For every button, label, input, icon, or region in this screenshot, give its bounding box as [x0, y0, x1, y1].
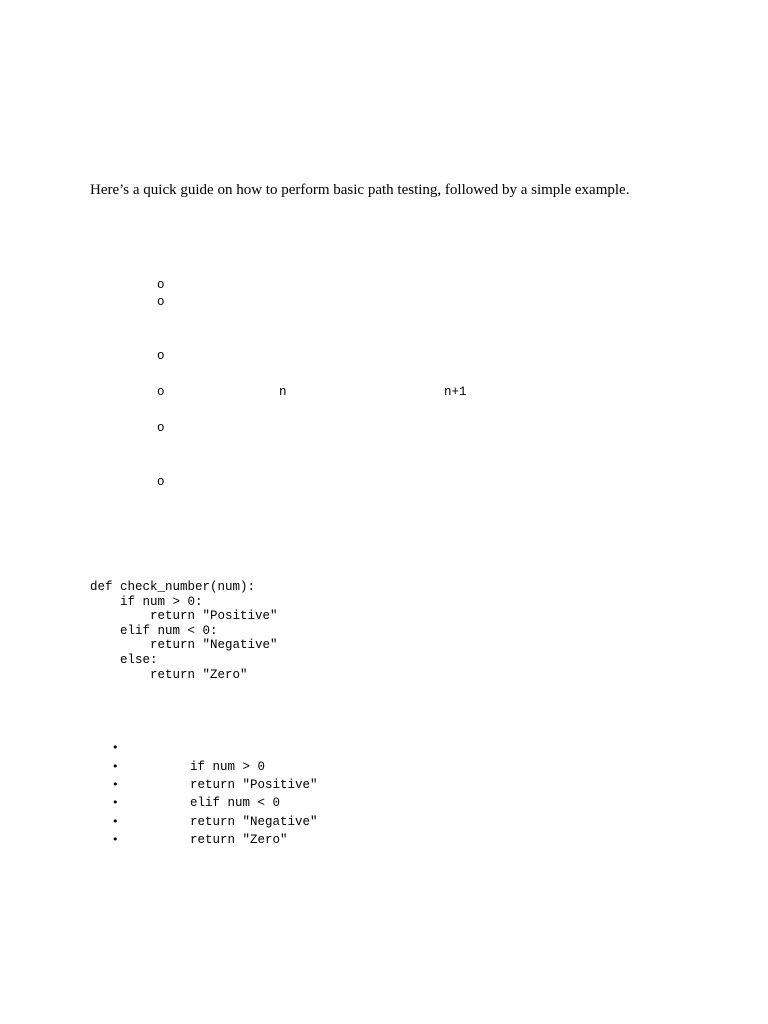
bullet-dot-icon: •: [112, 815, 119, 828]
inline-code: n+1: [444, 385, 467, 399]
code-line: def check_number(num):: [90, 580, 256, 594]
inline-code: if num > 0: [190, 760, 266, 774]
bullet-list-item: [112, 758, 266, 776]
intro-paragraph: Here’s a quick guide on how to perform basic path testing, followed by a simple example.: [90, 182, 630, 198]
bullet-dot-icon: •: [112, 796, 119, 809]
bullet-list-item: [112, 813, 318, 831]
sub-list-item: [157, 277, 202, 293]
circle-bullet-icon: o: [157, 295, 165, 309]
inline-code: n: [279, 385, 287, 399]
code-line: elif num < 0:: [90, 623, 218, 638]
circle-bullet-icon: o: [157, 349, 165, 363]
inline-code: return "Positive": [190, 778, 318, 792]
inline-code: elif num < 0: [190, 796, 281, 810]
circle-bullet-icon: o: [157, 475, 165, 489]
code-line: if num > 0:: [90, 594, 203, 609]
bullet-list-item: [112, 794, 281, 812]
code-line: return "Negative": [90, 638, 278, 653]
bullet-list-item: [112, 776, 318, 794]
bullet-list-item: [112, 831, 288, 849]
bullet-dot-icon: •: [112, 778, 119, 791]
circle-bullet-icon: o: [157, 385, 165, 399]
sub-list-item: [157, 348, 202, 364]
circle-bullet-icon: o: [157, 278, 165, 292]
circle-bullet-icon: o: [157, 421, 165, 435]
bullet-dot-icon: •: [112, 833, 119, 846]
sub-list-item: [157, 294, 202, 310]
inline-code: return "Zero": [190, 833, 288, 847]
sub-list-item: [157, 474, 202, 490]
bullet-list-item: [112, 739, 136, 757]
code-line: return "Positive": [90, 609, 278, 624]
code-line: return "Zero": [90, 667, 248, 682]
code-block: [90, 580, 278, 682]
code-line: else:: [90, 652, 158, 667]
sub-list-item: [157, 420, 202, 436]
bullet-dot-icon: •: [112, 760, 119, 773]
inline-code: return "Negative": [190, 815, 318, 829]
sub-list-item: [157, 384, 467, 400]
bullet-dot-icon: •: [112, 741, 119, 754]
